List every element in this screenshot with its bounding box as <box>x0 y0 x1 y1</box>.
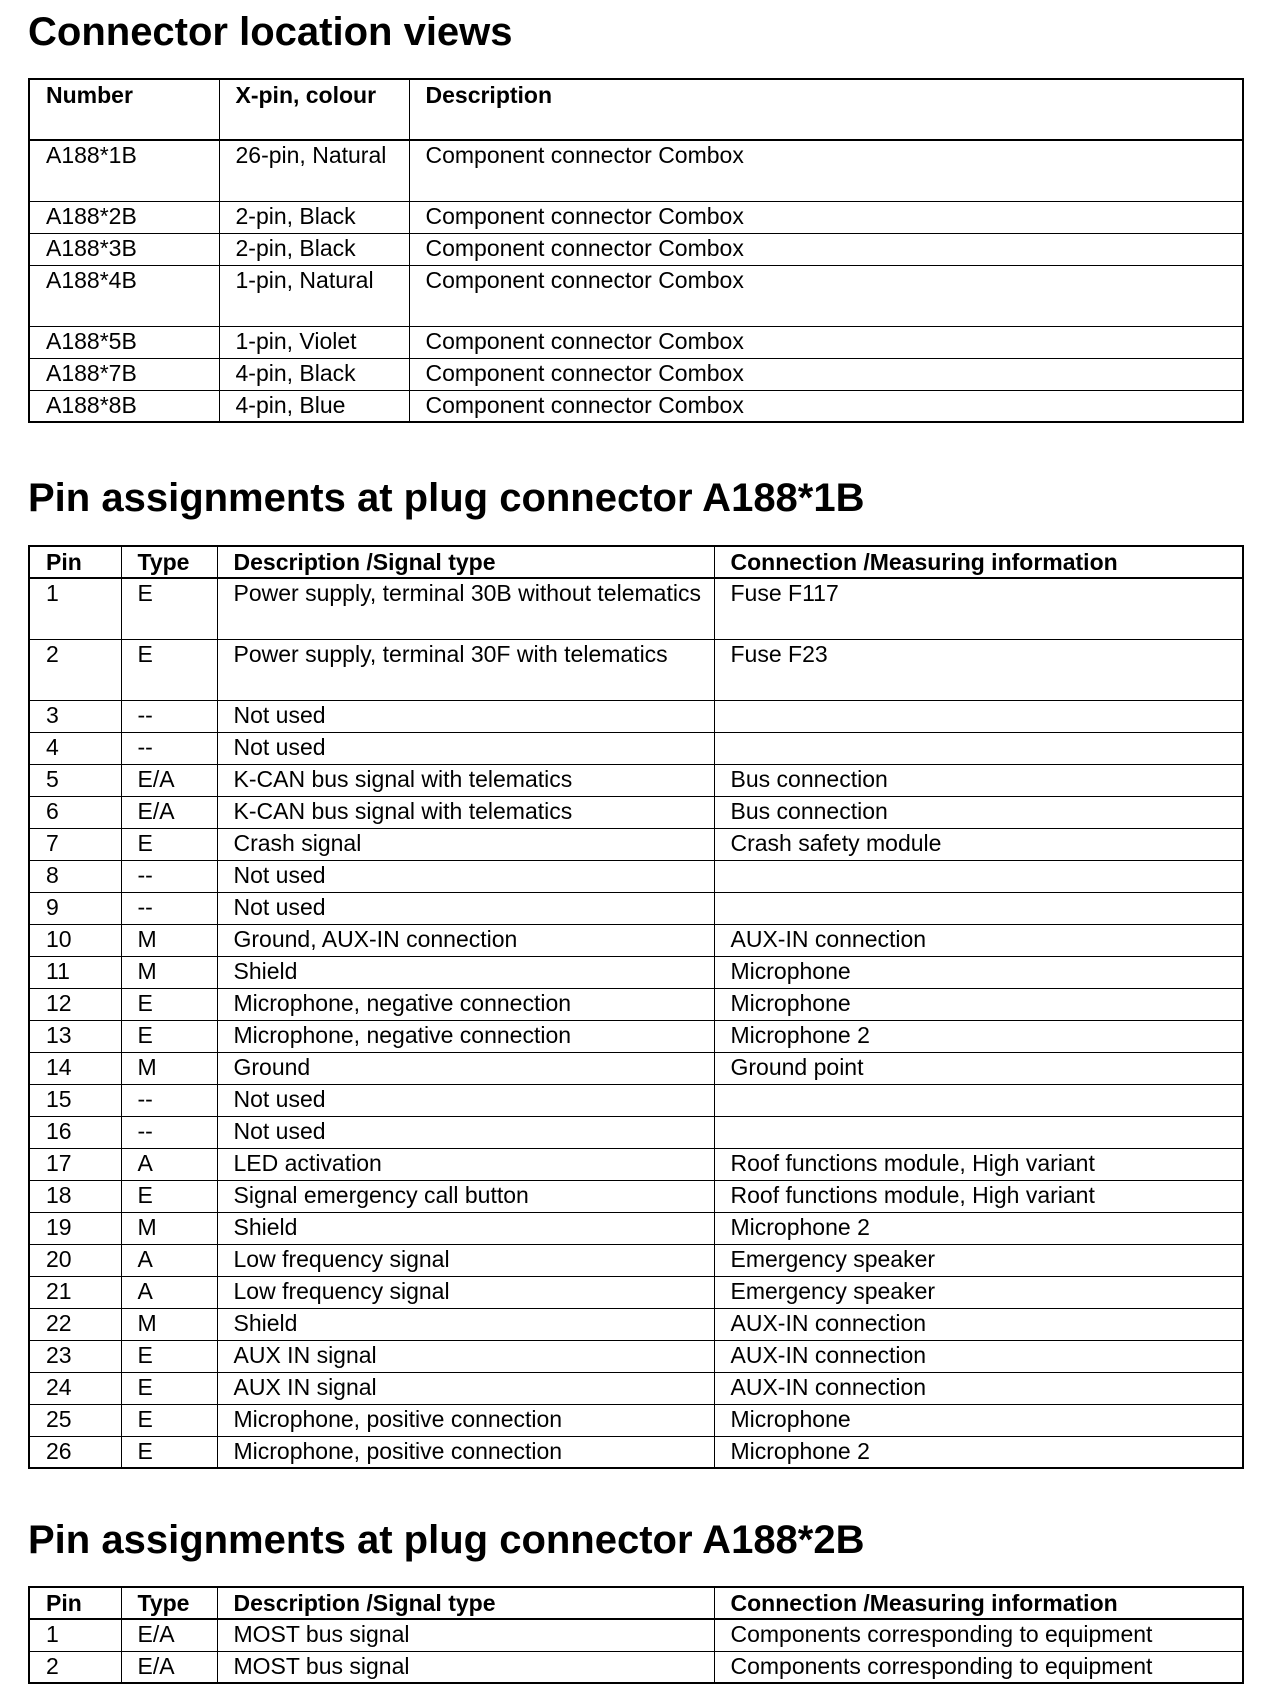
column-header-description: Description /Signal type <box>217 546 714 578</box>
pin-type: E <box>121 1404 217 1436</box>
pin-description: Not used <box>217 860 714 892</box>
pin-description: Not used <box>217 892 714 924</box>
table-row <box>29 578 1243 639</box>
pin-description: AUX IN signal <box>217 1372 714 1404</box>
table-row <box>29 764 1243 796</box>
pin-type: A <box>121 1244 217 1276</box>
pin-number: 16 <box>29 1116 121 1148</box>
connector-description: Component connector Combox <box>409 390 1243 422</box>
connector-pins-colour: 2-pin, Black <box>219 201 409 233</box>
pin-number: 3 <box>29 700 121 732</box>
pin-description: Shield <box>217 956 714 988</box>
table-row <box>29 1404 1243 1436</box>
pin-type: E <box>121 1436 217 1468</box>
pin-connection: Microphone 2 <box>714 1020 1243 1052</box>
table-row <box>29 956 1243 988</box>
pin-assignments-a188-1b-table <box>28 545 1244 1469</box>
pin-number: 21 <box>29 1276 121 1308</box>
pin-number: 1 <box>29 578 121 639</box>
table-header-row <box>29 79 1243 140</box>
pin-description: Microphone, negative connection <box>217 1020 714 1052</box>
pin-number: 6 <box>29 796 121 828</box>
pin-type: E <box>121 578 217 639</box>
connector-pins-colour: 1-pin, Violet <box>219 326 409 358</box>
pin-description: Signal emergency call button <box>217 1180 714 1212</box>
pin-type: E/A <box>121 1619 217 1651</box>
pin-connection: Bus connection <box>714 796 1243 828</box>
table-row <box>29 358 1243 390</box>
pin-description: Not used <box>217 1116 714 1148</box>
pin-type: M <box>121 1212 217 1244</box>
table-row <box>29 1308 1243 1340</box>
pin-type: A <box>121 1276 217 1308</box>
pin-description: Power supply, terminal 30F with telematics <box>217 639 714 700</box>
connector-pins-colour: 26-pin, Natural <box>219 140 409 201</box>
pin-connection <box>714 860 1243 892</box>
pin-connection: AUX-IN connection <box>714 1308 1243 1340</box>
pin-number: 10 <box>29 924 121 956</box>
pin-connection: AUX-IN connection <box>714 1372 1243 1404</box>
pin-connection <box>714 732 1243 764</box>
pin-description: K-CAN bus signal with telematics <box>217 764 714 796</box>
pin-connection: Emergency speaker <box>714 1244 1243 1276</box>
table-row <box>29 1020 1243 1052</box>
table-row <box>29 1244 1243 1276</box>
table-header-row <box>29 546 1243 578</box>
pin-connection: Microphone 2 <box>714 1436 1243 1468</box>
connector-description: Component connector Combox <box>409 358 1243 390</box>
pin-description: Ground <box>217 1052 714 1084</box>
pin-connection: Microphone 2 <box>714 1212 1243 1244</box>
table-row <box>29 700 1243 732</box>
pin-description: Microphone, negative connection <box>217 988 714 1020</box>
connector-description: Component connector Combox <box>409 265 1243 326</box>
pin-number: 11 <box>29 956 121 988</box>
table-row <box>29 233 1243 265</box>
table-row <box>29 860 1243 892</box>
column-header-type: Type <box>121 1587 217 1619</box>
table-row <box>29 1436 1243 1468</box>
pin-description: Shield <box>217 1308 714 1340</box>
pin-connection: Roof functions module, High variant <box>714 1180 1243 1212</box>
connector-pins-colour: 4-pin, Blue <box>219 390 409 422</box>
table-row <box>29 390 1243 422</box>
table-row <box>29 1116 1243 1148</box>
pin-type: -- <box>121 860 217 892</box>
pin-connection: AUX-IN connection <box>714 1340 1243 1372</box>
pin-description: Shield <box>217 1212 714 1244</box>
pin-number: 13 <box>29 1020 121 1052</box>
pin-type: E <box>121 1372 217 1404</box>
pin-number: 2 <box>29 639 121 700</box>
pin-connection: Microphone <box>714 988 1243 1020</box>
table-header-row <box>29 1587 1243 1619</box>
table-row <box>29 201 1243 233</box>
column-header-pin: Pin <box>29 546 121 578</box>
pin-type: -- <box>121 892 217 924</box>
connector-number: A188*3B <box>29 233 219 265</box>
table-row <box>29 828 1243 860</box>
pin-number: 19 <box>29 1212 121 1244</box>
column-header-xpin-colour: X-pin, colour <box>219 79 409 140</box>
table-row <box>29 1651 1243 1683</box>
column-header-connection: Connection /Measuring information <box>714 546 1243 578</box>
pin-connection: Ground point <box>714 1052 1243 1084</box>
pin-description: Ground, AUX-IN connection <box>217 924 714 956</box>
pin-type: E <box>121 1180 217 1212</box>
table-row <box>29 1340 1243 1372</box>
table-row <box>29 1212 1243 1244</box>
pin-connection: Fuse F23 <box>714 639 1243 700</box>
pin-description: MOST bus signal <box>217 1619 714 1651</box>
pin-connection: Crash safety module <box>714 828 1243 860</box>
pin-type: E <box>121 639 217 700</box>
pin-description: Low frequency signal <box>217 1244 714 1276</box>
pin-connection: Bus connection <box>714 764 1243 796</box>
pin-number: 9 <box>29 892 121 924</box>
pin-type: -- <box>121 1116 217 1148</box>
table-row <box>29 326 1243 358</box>
pin-assignments-a188-1b-heading: Pin assignments at plug connector A188*1B <box>28 476 865 520</box>
pin-type: A <box>121 1148 217 1180</box>
connector-number: A188*4B <box>29 265 219 326</box>
pin-connection <box>714 700 1243 732</box>
pin-connection: Fuse F117 <box>714 578 1243 639</box>
pin-type: M <box>121 956 217 988</box>
connector-pins-colour: 2-pin, Black <box>219 233 409 265</box>
pin-number: 5 <box>29 764 121 796</box>
table-row <box>29 1148 1243 1180</box>
pin-description: Low frequency signal <box>217 1276 714 1308</box>
pin-number: 22 <box>29 1308 121 1340</box>
connector-location-table <box>28 78 1244 423</box>
pin-connection: Components corresponding to equipment <box>714 1651 1243 1683</box>
pin-type: M <box>121 924 217 956</box>
pin-description: LED activation <box>217 1148 714 1180</box>
pin-number: 12 <box>29 988 121 1020</box>
pin-description: MOST bus signal <box>217 1651 714 1683</box>
connector-number: A188*2B <box>29 201 219 233</box>
column-header-description: Description /Signal type <box>217 1587 714 1619</box>
pin-number: 24 <box>29 1372 121 1404</box>
pin-type: E <box>121 1340 217 1372</box>
table-row <box>29 1619 1243 1651</box>
connector-number: A188*7B <box>29 358 219 390</box>
pin-number: 15 <box>29 1084 121 1116</box>
table-row <box>29 892 1243 924</box>
pin-connection <box>714 892 1243 924</box>
pin-number: 18 <box>29 1180 121 1212</box>
pin-number: 20 <box>29 1244 121 1276</box>
pin-description: AUX IN signal <box>217 1340 714 1372</box>
pin-number: 4 <box>29 732 121 764</box>
connector-description: Component connector Combox <box>409 326 1243 358</box>
pin-type: M <box>121 1308 217 1340</box>
table-row <box>29 140 1243 201</box>
pin-number: 7 <box>29 828 121 860</box>
table-row <box>29 1180 1243 1212</box>
pin-description: Crash signal <box>217 828 714 860</box>
connector-description: Component connector Combox <box>409 233 1243 265</box>
connector-number: A188*5B <box>29 326 219 358</box>
pin-type: M <box>121 1052 217 1084</box>
pin-number: 8 <box>29 860 121 892</box>
table-row <box>29 1372 1243 1404</box>
pin-number: 17 <box>29 1148 121 1180</box>
pin-type: -- <box>121 1084 217 1116</box>
connector-number: A188*1B <box>29 140 219 201</box>
pin-type: E/A <box>121 796 217 828</box>
pin-connection <box>714 1084 1243 1116</box>
connector-pins-colour: 1-pin, Natural <box>219 265 409 326</box>
column-header-pin: Pin <box>29 1587 121 1619</box>
pin-number: 23 <box>29 1340 121 1372</box>
pin-type: E/A <box>121 764 217 796</box>
table-row <box>29 1052 1243 1084</box>
table-row <box>29 639 1243 700</box>
connector-description: Component connector Combox <box>409 201 1243 233</box>
pin-number: 2 <box>29 1651 121 1683</box>
table-row <box>29 924 1243 956</box>
pin-connection <box>714 1116 1243 1148</box>
pin-connection: Microphone <box>714 1404 1243 1436</box>
connector-location-views-heading: Connector location views <box>28 10 513 54</box>
pin-connection: Roof functions module, High variant <box>714 1148 1243 1180</box>
table-row <box>29 1276 1243 1308</box>
table-row <box>29 988 1243 1020</box>
table-row <box>29 796 1243 828</box>
connector-description: Component connector Combox <box>409 140 1243 201</box>
column-header-description: Description <box>409 79 1243 140</box>
pin-type: E/A <box>121 1651 217 1683</box>
pin-number: 1 <box>29 1619 121 1651</box>
pin-connection: Emergency speaker <box>714 1276 1243 1308</box>
pin-number: 25 <box>29 1404 121 1436</box>
pin-assignments-a188-2b-heading: Pin assignments at plug connector A188*2B <box>28 1518 865 1562</box>
pin-type: E <box>121 1020 217 1052</box>
pin-type: E <box>121 828 217 860</box>
table-row <box>29 1084 1243 1116</box>
pin-description: K-CAN bus signal with telematics <box>217 796 714 828</box>
column-header-number: Number <box>29 79 219 140</box>
pin-description: Not used <box>217 700 714 732</box>
pin-number: 14 <box>29 1052 121 1084</box>
connector-pins-colour: 4-pin, Black <box>219 358 409 390</box>
pin-connection: Microphone <box>714 956 1243 988</box>
table-row <box>29 265 1243 326</box>
column-header-type: Type <box>121 546 217 578</box>
pin-description: Power supply, terminal 30B without telematics <box>217 578 714 639</box>
pin-description: Not used <box>217 732 714 764</box>
column-header-connection: Connection /Measuring information <box>714 1587 1243 1619</box>
pin-number: 26 <box>29 1436 121 1468</box>
pin-description: Microphone, positive connection <box>217 1436 714 1468</box>
pin-type: -- <box>121 700 217 732</box>
pin-description: Microphone, positive connection <box>217 1404 714 1436</box>
connector-number: A188*8B <box>29 390 219 422</box>
pin-connection: AUX-IN connection <box>714 924 1243 956</box>
pin-description: Not used <box>217 1084 714 1116</box>
pin-type: E <box>121 988 217 1020</box>
pin-assignments-a188-2b-table <box>28 1586 1244 1684</box>
pin-connection: Components corresponding to equipment <box>714 1619 1243 1651</box>
pin-type: -- <box>121 732 217 764</box>
table-row <box>29 732 1243 764</box>
